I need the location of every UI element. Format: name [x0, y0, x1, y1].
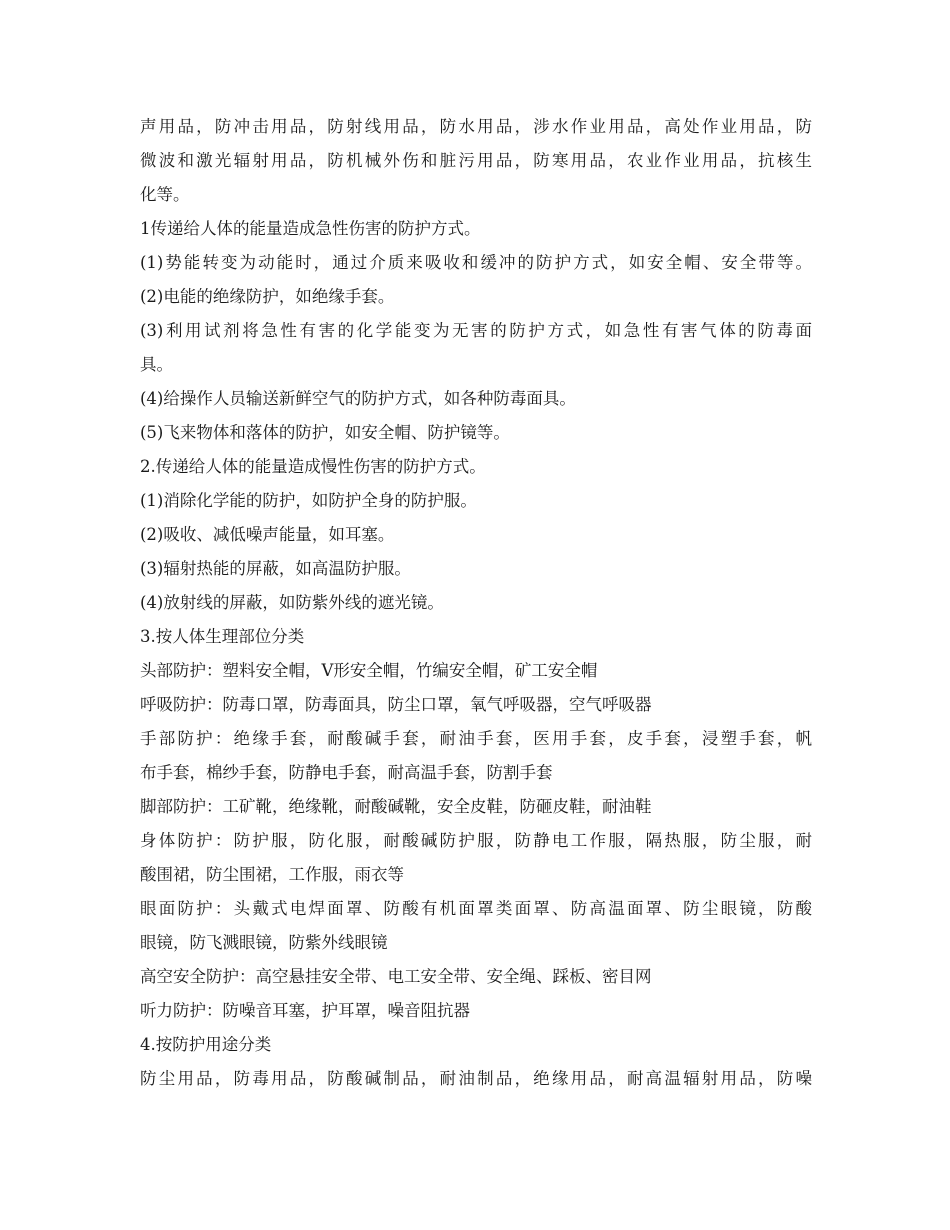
category-line: 头部防护：塑料安全帽，V形安全帽，竹编安全帽，矿工安全帽: [140, 661, 598, 680]
list-item: (1)势能转变为动能时，通过介质来吸收和缓冲的防护方式，如安全帽、安全带等。: [140, 253, 812, 272]
category-line: 听力防护：防噪音耳塞，护耳罩，噪音阻抗器: [140, 1001, 470, 1020]
list-item: (3)利用试剂将急性有害的化学能变为无害的防护方式，如急性有害气体的防毒面: [140, 321, 812, 340]
text-line: 声用品，防冲击用品，防射线用品，防水用品，涉水作业用品，高处作业用品，防: [140, 117, 812, 136]
section-heading: 1传递给人体的能量造成急性伤害的防护方式。: [140, 219, 481, 238]
category-line-continuation: 眼镜，防飞溅眼镜，防紫外线眼镜: [140, 933, 388, 952]
text-line: 微波和激光辐射用品，防机械外伤和脏污用品，防寒用品，农业作业用品，抗核生: [140, 151, 812, 170]
text-line: 防尘用品，防毒用品，防酸碱制品，耐油制品，绝缘用品，耐高温辐射用品，防噪: [140, 1069, 812, 1088]
section-heading: 4.按防护用途分类: [140, 1035, 272, 1054]
list-item: (3)辐射热能的屏蔽，如高温防护服。: [140, 559, 411, 578]
category-line: 身体防护：防护服，防化服，耐酸碱防护服，防静电工作服，隔热服，防尘服，耐: [140, 831, 812, 850]
list-item: (2)电能的绝缘防护，如绝缘手套。: [140, 287, 395, 306]
section-heading: 2.传递给人体的能量造成慢性伤害的防护方式。: [140, 457, 486, 476]
list-item: (5)飞来物体和落体的防护，如安全帽、防护镜等。: [140, 423, 510, 442]
category-line: 手部防护：绝缘手套，耐酸碱手套，耐油手套，医用手套，皮手套，浸塑手套，帆: [140, 729, 812, 748]
category-line-continuation: 布手套，棉纱手套，防静电手套，耐高温手套，防割手套: [140, 763, 553, 782]
category-line: 高空安全防护：高空悬挂安全带、电工安全带、安全绳、踩板、密目网: [140, 967, 652, 986]
section-heading: 3.按人体生理部位分类: [140, 627, 305, 646]
list-item: (4)给操作人员输送新鲜空气的防护方式，如各种防毒面具。: [140, 389, 576, 408]
text-line: 化等。: [140, 185, 190, 204]
list-item: (2)吸收、减低噪声能量，如耳塞。: [140, 525, 395, 544]
list-item: (4)放射线的屏蔽，如防紫外线的遮光镜。: [140, 593, 444, 612]
category-line: 呼吸防护：防毒口罩，防毒面具，防尘口罩，氧气呼吸器，空气呼吸器: [140, 695, 652, 714]
category-line: 脚部防护：工矿靴，绝缘靴，耐酸碱靴，安全皮鞋，防砸皮鞋，耐油鞋: [140, 797, 652, 816]
document-page: [140, 110, 812, 1096]
category-line-continuation: 酸围裙，防尘围裙，工作服，雨衣等: [140, 865, 404, 884]
list-item: (1)消除化学能的防护，如防护全身的防护服。: [140, 491, 477, 510]
category-line: 眼面防护：头戴式电焊面罩、防酸有机面罩类面罩、防高温面罩、防尘眼镜，防酸: [140, 899, 812, 918]
list-item-continuation: 具。: [140, 355, 173, 374]
